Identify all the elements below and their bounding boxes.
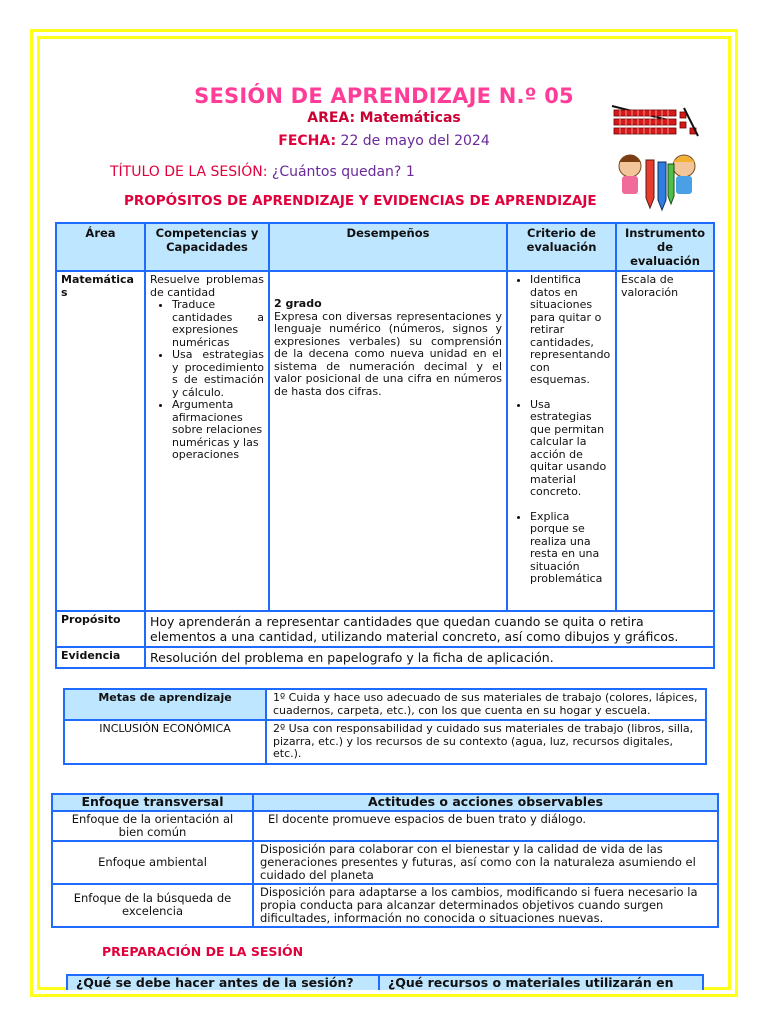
- propositos-heading: PROPÓSITOS DE APRENDIZAJE Y EVIDENCIAS DE APRENDIZAJE: [124, 193, 597, 209]
- criterio-item: • Explica porque se realiza una resta en una situación problemática: [530, 511, 611, 586]
- area-value: Matemáticas: [359, 110, 461, 126]
- header-antes: ¿Qué se debe hacer antes de la sesión?: [67, 975, 379, 993]
- header-recursos: ¿Qué recursos o materiales utilizarán en: [379, 975, 703, 993]
- area-label: AREA:: [307, 110, 356, 126]
- counting-blocks-illustration: [606, 100, 706, 148]
- children-pencils-illustration: [610, 152, 708, 212]
- metas-table: [63, 688, 707, 765]
- criterios-list: [512, 274, 611, 586]
- header-area: Área: [56, 223, 145, 271]
- desempenos-cell: [269, 271, 507, 611]
- proposito-text: Hoy aprenderán a representar cantidades que quedan cuando se quita o retira elementos a una cantidad, utilizando material concreto, así como dibujos y gráficos.: [145, 611, 714, 647]
- titulo-label: TÍTULO DE LA SESIÓN:: [110, 164, 268, 180]
- grado-text: 2 grado: [274, 297, 322, 310]
- actitud-cell: Disposición para adaptarse a los cambios, modificando si fuera necesario la propia conducta para alcanzar determinados objetivos cuando surgen dificultades, información no conocida o situaciones nuevas.: [253, 884, 718, 927]
- evidencia-text: Resolución del problema en papelografo y la ficha de aplicación.: [145, 647, 714, 668]
- enfoque-cell: Enfoque ambiental: [52, 841, 253, 884]
- capacidad-item: • Traduce cantidades a expresiones numéricas: [172, 299, 264, 349]
- actitud-cell: Disposición para colaborar con el bienestar y la calidad de vida de las generaciones presentes y futuras, así como con la naturaleza asumiendo el cuidado del planeta: [253, 841, 718, 884]
- session-title: SESIÓN DE APRENDIZAJE N.º 05: [194, 84, 574, 108]
- competencias-cell: [145, 271, 269, 611]
- capacidad-item: • Argumenta afirmaciones sobre relaciones numéricas y las operaciones: [172, 399, 264, 462]
- criterio-item: • Usa estrategias que permitan calcular la acción de quitar usando material concreto.: [530, 399, 611, 499]
- capacidad-item: • Usa estrategias y procedimientos de estimación y cálculo.: [172, 349, 264, 399]
- instrumento-cell: Escala de valoración: [616, 271, 714, 611]
- header-instrumento: Instrumento de evaluación: [616, 223, 714, 271]
- header-enfoque: Enfoque transversal: [52, 794, 253, 811]
- proposito-label: Propósito: [56, 611, 145, 647]
- evidencia-label: Evidencia: [56, 647, 145, 668]
- header-desempenos: Desempeños: [269, 223, 507, 271]
- area-cell: Matemáticas: [56, 271, 145, 611]
- titulo-value: ¿Cuántos quedan? 1: [271, 164, 415, 180]
- enfoque-cell: Enfoque de la orientación al bien común: [52, 811, 253, 841]
- fecha-value: 22 de mayo del 2024: [340, 133, 490, 149]
- preparacion-heading: PREPARACIÓN DE LA SESIÓN: [102, 944, 304, 959]
- propositos-table: [55, 222, 715, 669]
- titulo-line: [110, 164, 415, 180]
- inclusion-label: INCLUSIÓN ECONÓMICA: [64, 720, 266, 764]
- header-competencias: Competencias y Capacidades: [145, 223, 269, 271]
- capacidades-list: [150, 299, 264, 462]
- fecha-label: FECHA:: [278, 133, 337, 149]
- header-actitudes: Actitudes o acciones observables: [253, 794, 718, 811]
- criterio-item: • Identifica datos en situaciones para quitar o retirar cantidades, representando con esquemas.: [530, 274, 611, 387]
- enfoque-cell: Enfoque de la búsqueda de excelencia: [52, 884, 253, 927]
- metas-label: Metas de aprendizaje: [64, 689, 266, 720]
- desempeno-text: Expresa con diversas representaciones y lenguaje numérico (números, signos y expresiones verbales) su comprensión de la decena como nueva unidad en el sistema de numeración decimal y el valor posicional de una cifra en números de hasta dos cifras.: [274, 309, 502, 398]
- meta-1: 1º Cuida y hace uso adecuado de sus materiales de trabajo (colores, lápices, cuadernos, carpeta, etc.), con los que cuenta en su hogar y escuela.: [266, 689, 706, 720]
- criterio-cell: [507, 271, 616, 611]
- header-criterio: Criterio de evaluación: [507, 223, 616, 271]
- competencia-text: Resuelve problemas de cantidad: [150, 273, 264, 299]
- actitud-cell: El docente promueve espacios de buen trato y diálogo.: [253, 811, 718, 841]
- enfoques-table: [51, 793, 719, 928]
- meta-2: 2º Usa con responsabilidad y cuidado sus materiales de trabajo (libros, silla, pizarra, etc.) y los recursos de su contexto (agua, luz, recursos digitales, etc.).: [266, 720, 706, 764]
- page-frame-bottom: [30, 994, 738, 997]
